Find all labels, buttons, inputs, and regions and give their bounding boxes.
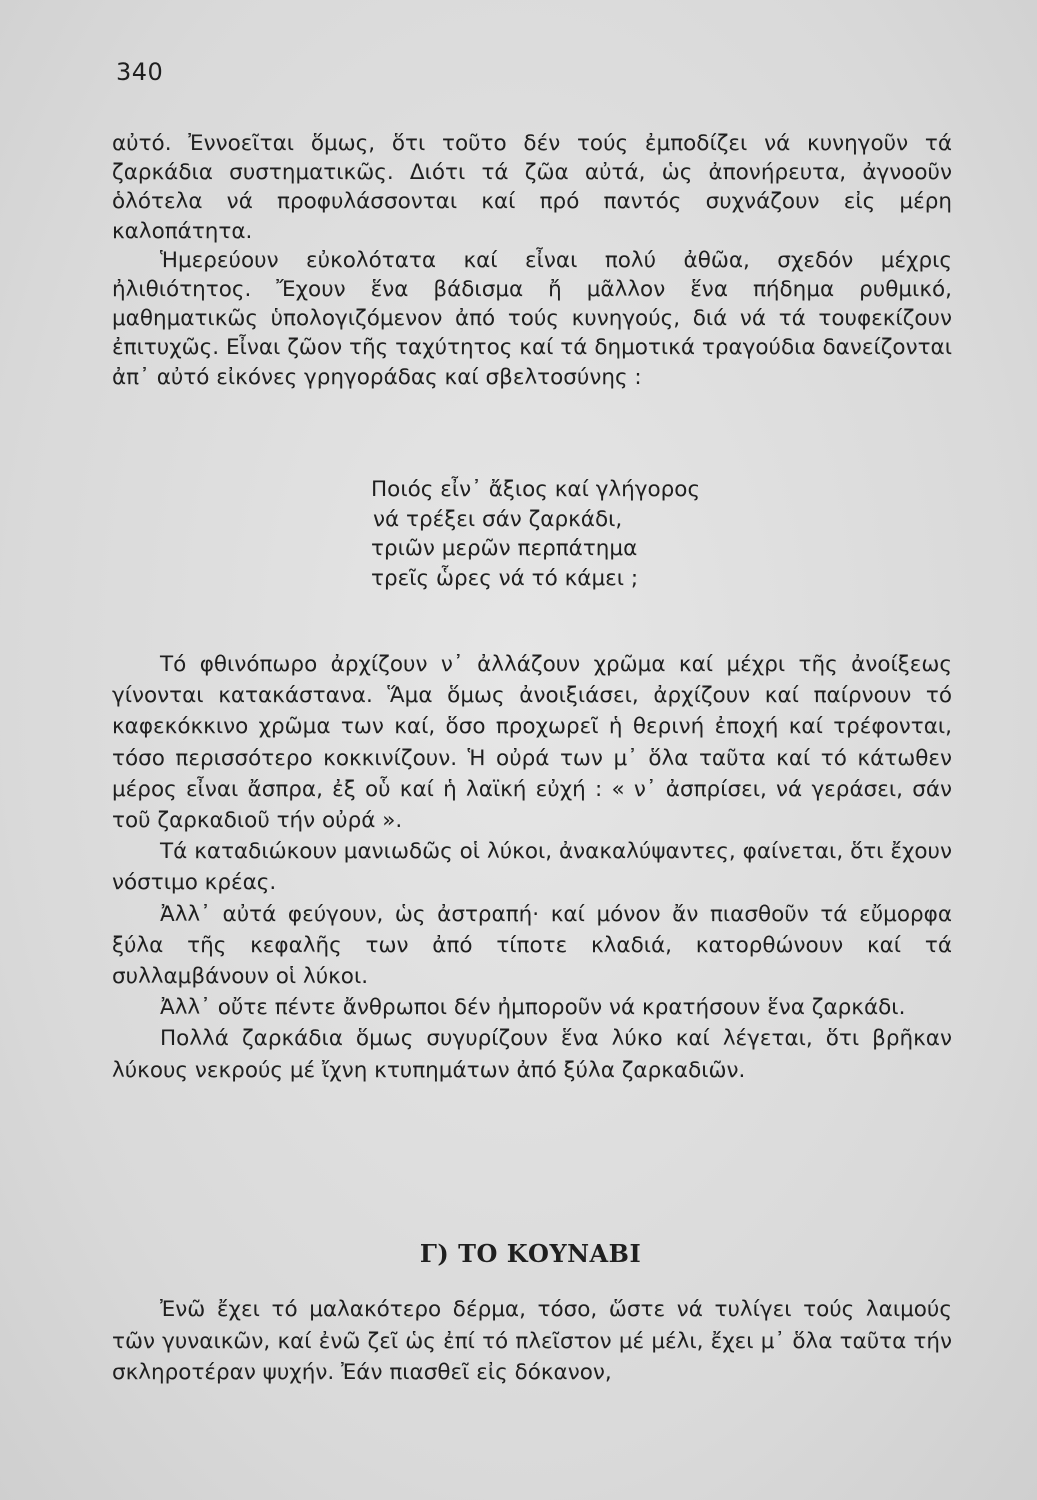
poem-verse xyxy=(371,475,700,593)
paragraph: Τά καταδιώκουν μανιωδῶς οἱ λύκοι, ἀνακαλύψαντες, φαίνεται, ὅτι ἔχουν νόστιμο κρέας. xyxy=(112,839,952,896)
paragraph: Πολλά ζαρκάδια ὅμως συγυρίζουν ἕνα λύκο καί λέγεται, ὅτι βρῆκαν λύκους νεκρούς μέ ἴχνη κτυπημάτων ἀπό ξύλα ζαρκαδιῶν. xyxy=(112,1026,952,1083)
paragraph: Ἡμερεύουν εὐκολότατα καί εἶναι πολύ ἀθῶα, σχεδόν μέχρις ἠλιθιότητος. Ἔχουν ἕνα βάδισμα ἤ μᾶλλον ἕνα πήδημα ρυθμικό, μαθηματικῶς ὑπολογιζόμενον ἀπό τούς κυνηγούς, διά νά τά τουφεκίζουν ἐπιτυχῶς. Εἶναι ζῶον τῆς ταχύτητος καί τά δημοτικά τραγούδια δανείζονται ἀπ᾽ αὐτό εἰκόνες γρηγοράδας καί σβελτοσύνης : xyxy=(112,247,952,390)
page-number: 340 xyxy=(116,58,164,86)
section-heading: Γ) ΤΟ ΚΟΥΝΑΒΙ xyxy=(419,1239,642,1268)
text-block-bottom xyxy=(112,1294,952,1389)
text-block-top xyxy=(112,129,952,392)
poem-line: τρεῖς ὧρες νά τό κάμει ; xyxy=(371,565,639,591)
paragraph: Ἀλλ᾽ αὐτά φεύγουν, ὡς ἀστραπή· καί μόνον ἄν πιασθοῦν τά εὔμορφα ξύλα τῆς κεφαλῆς των ἀπό τίποτε κλαδιά, κατορθώνουν καί τά συλλαμβάνουν οἱ λύκοι. xyxy=(112,901,952,990)
paragraph: Ἀλλ᾽ οὔτε πέντε ἄνθρωποι δέν ἠμποροῦν νά κρατήσουν ἕνα ζαρκάδι. xyxy=(160,995,906,1021)
poem-line: Ποιός εἶν᾽ ἄξιος καί γλήγορος xyxy=(371,477,701,502)
poem-line: νά τρέξει σάν ζαρκάδι, xyxy=(373,506,623,532)
text-block-middle xyxy=(112,649,952,1086)
paragraph: Τό φθινόπωρο ἀρχίζουν ν᾽ ἀλλάζουν χρῶμα καί μέχρι τῆς ἀνοίξεως γίνονται κατακάστανα. Ἅμα ὅμως ἀνοιξιάσει, ἀρχίζουν καί παίρνουν τό καφεκόκκινο χρῶμα των καί, ὅσο προχωρεῖ ἡ θερινή ἐποχή καί τρέφονται, τόσο περισσότερο κοκκινίζουν. Ἡ οὐρά των μ᾽ ὅλα ταῦτα καί τό κάτωθεν μέρος εἶναι ἄσπρα, ἐξ οὗ καί ἡ λαϊκή εὐχή : « ν᾽ ἀσπρίσει, νά γεράσει, σάν τοῦ ζαρκαδιοῦ τήν οὐρά ». xyxy=(112,652,952,834)
paragraph: Ἐνῶ ἔχει τό μαλακότερο δέρμα, τόσο, ὥστε νά τυλίγει τούς λαιμούς τῶν γυναικῶν, καί ἐνῶ ζεῖ ὡς ἐπί τό πλεῖστον μέ μέλι, ἔχει μ᾽ ὅλα ταῦτα τήν σκληροτέραν ψυχήν. Ἐάν πιασθεῖ εἰς δόκανον, xyxy=(112,1297,952,1385)
poem-line: τριῶν μερῶν περπάτημα xyxy=(371,536,638,561)
paragraph: αὐτό. Ἐννοεῖται ὅμως, ὅτι τοῦτο δέν τούς ἐμποδίζει νά κυνηγοῦν τά ζαρκάδια συστηματικῶς. Διότι τά ζῶα αὐτά, ὡς ἀπονήρευτα, ἀγνοοῦν ὁλότελα νά προφυλάσσονται καί πρό παντός συχνάζουν εἰς μέρη καλοπάτητα. xyxy=(112,131,952,244)
